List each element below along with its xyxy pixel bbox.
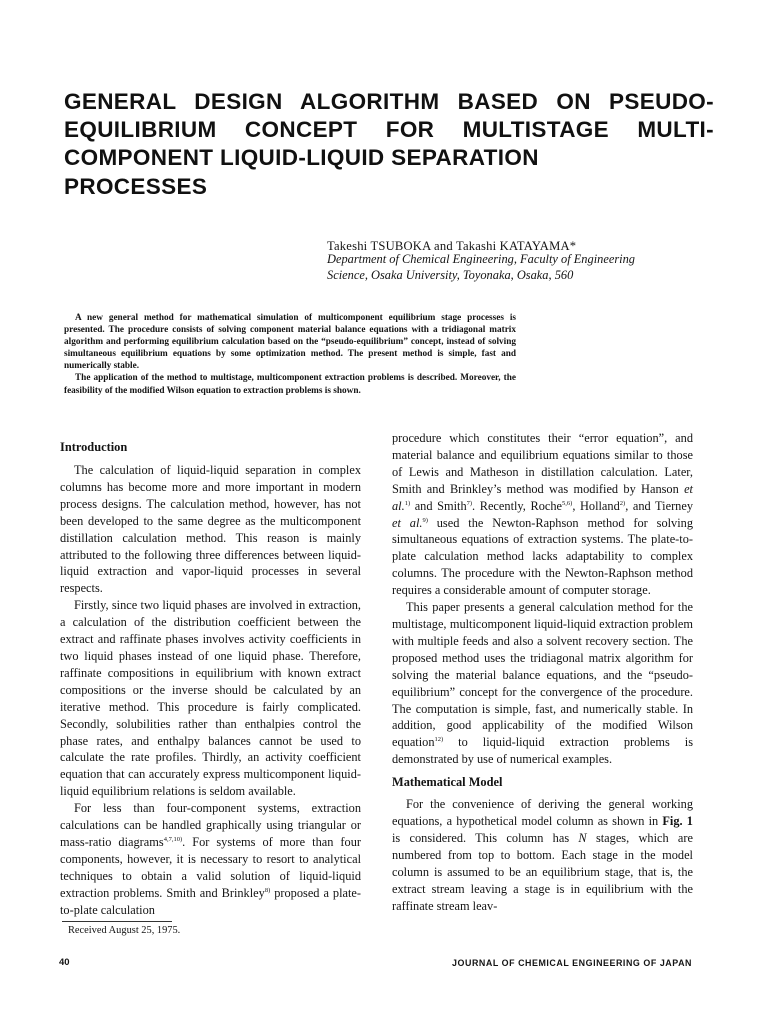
section-heading-mathematical-model: Mathematical Model [392,775,503,790]
body-paragraph [392,430,693,599]
text-run: , Holland [572,498,620,513]
section-heading-introduction: Introduction [60,440,128,454]
text-run: proposed a plate-to-plate calculation [60,885,361,917]
title-line: PROCESSES [64,173,208,199]
body-paragraph [392,599,693,768]
citation-ref: 5,6) [562,499,573,507]
math-variable: N [578,830,587,845]
title-line: EQUILIBRIUM CONCEPT FOR MULTISTAGE MULTI- [64,117,714,143]
right-column [392,430,693,914]
citation-ref: 8) [264,886,271,894]
paper-title [64,88,714,201]
affiliation-line: Department of Chemical Engineering, Faculty of Engineering [327,252,635,266]
text-run: , and Tierney [625,498,694,513]
text-run: et al. [392,515,423,530]
text-run: procedure which constitutes their “error equation”, and material balance and equilibrium equations similar to those of Lewis and Matheson in distillation calculation. Later, Smith and Brinkley’s method was modified by Hanson [392,431,693,496]
text-run: For the convenience of deriving the general working equations, a hypothetical model column as shown in [392,797,693,829]
footnote-divider [62,921,172,922]
text-run: . For systems of more than four components, however, it is necessary to resort to analytical techniques to obtain a valid solution of liquid-liquid extraction problems. Smith and Brinkley [60,834,361,900]
citation-ref: 9) [422,516,428,524]
citation-ref: 1) [404,499,411,507]
body-paragraph [392,796,693,914]
body-paragraph [60,800,361,918]
affiliation-line: Science, Osaka University, Toyonaka, Osaka, 560 [327,268,574,283]
affiliation [327,251,707,283]
text-run: This paper presents a general calculation method for the multistage, multicomponent liquid-liquid extraction problem with multiple feeds and also a solvent recovery section. The proposed method uses the tridiagonal matrix algorithm for solving the material balance equations, and the “pseudo-equilibrium” concept for the convergence of the procedure. The computation is simple, fast, and numerically stable. In addition, good applicability of the modified Wilson equation [392,600,693,750]
text-run: used the Newton-Raphson method for solving simultaneous equations of extraction systems. The plate-to-plate calculation method lacks adaptability to complex columns. The procedure with the Newton-Raphson method requires a considerable amount of computer storage. [392,515,693,598]
abstract [64,312,516,397]
text-run: and Smith [410,498,467,513]
title-line: GENERAL DESIGN ALGORITHM BASED ON PSEUDO- [64,89,714,114]
text-run: stages, which are numbered from top to bottom. Each stage in the model column is assumed to be an equilibrium stage, that is, the extract stream leaving a stage is in equilibrium with the raffinate stream leav- [392,830,693,913]
page-number: 40 [59,957,70,968]
received-footnote: Received August 25, 1975. [68,925,181,936]
journal-name-footer: JOURNAL OF CHEMICAL ENGINEERING OF JAPAN [452,958,692,968]
text-run: is considered. This column has [392,830,579,845]
text-run: to liquid-liquid extraction problems is demonstrated by use of numerical examples. [392,735,693,767]
authors: Takeshi TSUBOKA and Takashi KATAYAMA* [327,239,577,253]
body-paragraph: Firstly, since two liquid phases are involved in extraction, a calculation of the distribution coefficient between the extract and raffinate phases involves activity coefficients in two liquid phases instead of one liquid phase. Therefore, raffinate compositions in equilibrium with known extract compositions or the inverse should be calculated by an iterative method. This procedure is fairly complicated. Secondly, solubilities rather than enthalpies control the phase rates, and enthalpy balances cannot be used to calculate the rate profiles. Thirdly, an activity coefficient equation that can accurately express multicomponent liquid-liquid equilibrium relations is seldom available. [60,598,361,799]
citation-ref: 4,7,10) [163,835,183,843]
citation-ref: 7) [466,499,473,507]
citation-ref: 12) [434,736,444,744]
title-line: COMPONENT LIQUID-LIQUID SEPARATION [64,145,539,171]
body-paragraph: The calculation of liquid-liquid separation in complex columns has become more and more important in modern process designs. The calculation method, however, has not been developed to the same degree as the multicomponent distillation calculation method. This reason is mainly attributed to the following three differences between liquid-liquid extraction and vapor-liquid processes in several respects. [60,463,361,596]
text-run: . Recently, Roche [472,498,563,513]
text-run: For less than four-component systems, extraction calculations can be handled graphically using triangular or mass-ratio diagrams [60,801,361,849]
text-run: et al. [392,481,693,513]
left-column [60,440,361,918]
citation-ref: 2) [619,499,626,507]
figure-reference: Fig. 1 [662,814,693,829]
abstract-paragraph: The application of the method to multistage, multicomponent extraction problems is described. Moreover, the feasibility of the modified Wilson equation to extraction problems is shown. [64,373,516,396]
abstract-paragraph: A new general method for mathematical simulation of multicomponent equilibrium stage processes is presented. The procedure consists of solving component material balance equations with a tridiagonal matrix algorithm and performing equilibrium calculation based on the “pseudo-equilibrium” concept, instead of solving simultaneous equilibrium equations by some optimization method. The present method is simple, fast and numerically stable. [64,313,516,372]
